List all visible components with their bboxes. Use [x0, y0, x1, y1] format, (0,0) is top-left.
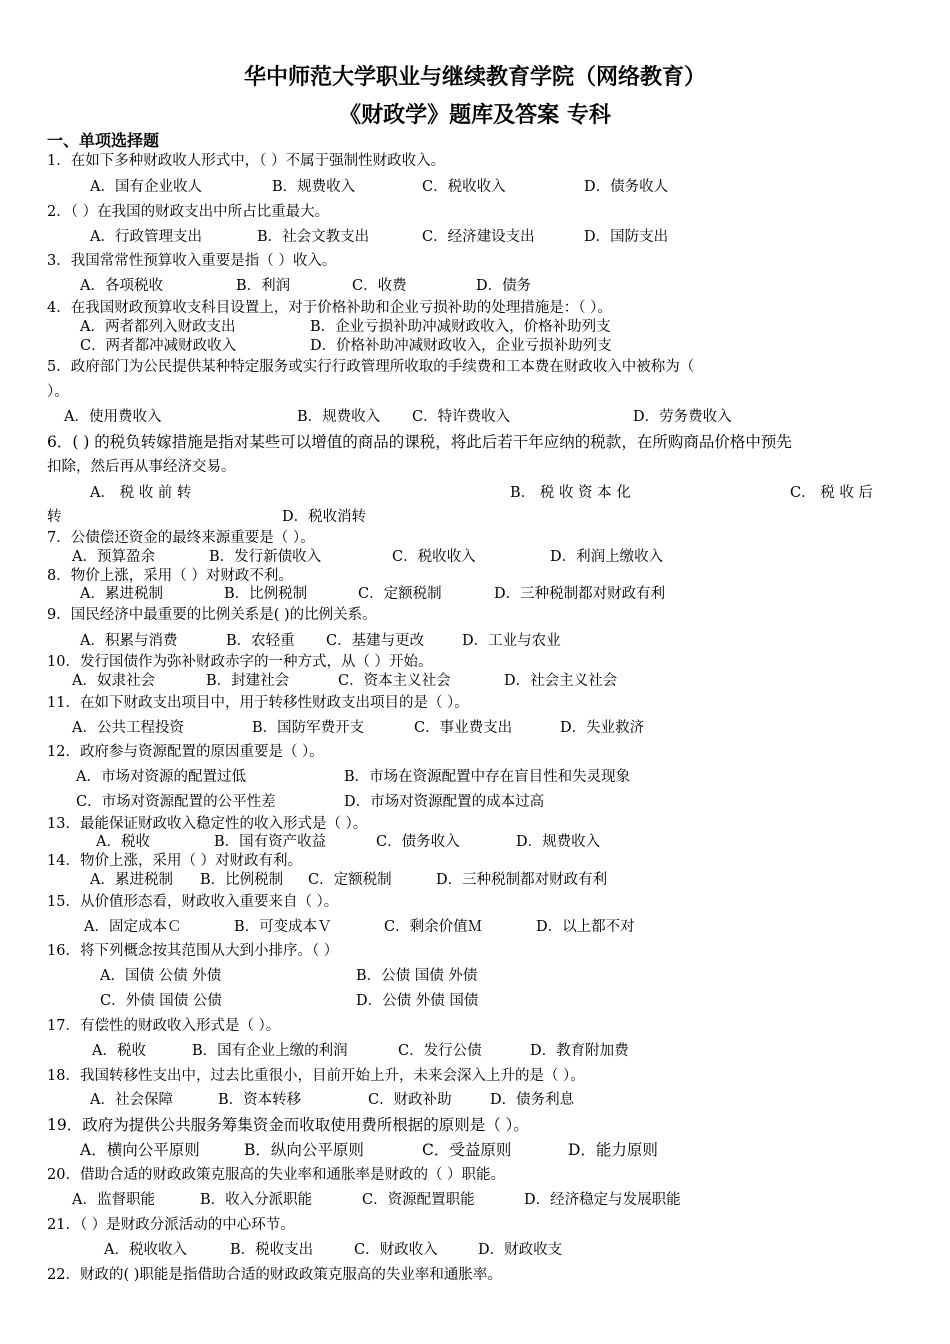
q13-option-c: C．债务收入 — [376, 834, 460, 850]
q2-option-a: A．行政管理支出 — [90, 229, 202, 245]
q1-option-a: A．国有企业收人 — [90, 179, 202, 195]
question-13: 13．最能保证财政收入稳定性的收入形式是（ ）。 — [47, 816, 368, 832]
q20-option-b: B．收入分派职能 — [200, 1192, 313, 1208]
question-2: 2．（ ）在我国的财政支出中所占比重最大。 — [47, 204, 330, 220]
q6-option-c-wrap: 转 — [47, 509, 62, 525]
q16-option-a: A．国债 公债 外债 — [100, 968, 222, 984]
q17-option-a: A．税收 — [92, 1043, 146, 1059]
q8-option-d: D．三种税制都对财政有利 — [494, 586, 666, 602]
q12-option-d: D．市场对资源配置的成本过高 — [344, 794, 545, 810]
q6-option-d: D．税收消转 — [282, 509, 367, 525]
q15-option-d: D．以上都不对 — [536, 919, 635, 935]
q11-option-d: D．失业救济 — [560, 720, 645, 736]
q9-option-a: A．积累与消费 — [80, 633, 178, 649]
question-9: 9．国民经济中最重要的比例关系是( )的比例关系。 — [47, 607, 377, 623]
question-19: 19．政府为提供公共服务筹集资金而收取使用费所根据的原则是（ ）。 — [47, 1116, 529, 1134]
question-8: 8．物价上涨，采用（ ）对财政不利。 — [47, 568, 293, 584]
q10-option-c: C．资本主义社会 — [338, 673, 451, 689]
q21-option-c: C．财政收入 — [354, 1242, 438, 1258]
question-6: 6．( ) 的税负转嫁措施是指对某些可以增值的商品的课税，将此后若干年应纳的税款，在所购商品价格中预先 — [47, 433, 792, 451]
q10-option-a: A．奴隶社会 — [72, 673, 155, 689]
question-4: 4．在我国财政预算收支科目设置上，对于价格补助和企业亏损补助的处理措施是：（ ）。 — [47, 300, 612, 316]
q3-option-c: C．收费 — [352, 278, 407, 294]
q7-option-d: D．利润上缴收入 — [550, 549, 664, 565]
q3-option-b: B．利润 — [236, 278, 291, 294]
q17-option-d: D．教育附加费 — [530, 1043, 629, 1059]
q19-option-d: D．能力原则 — [568, 1141, 658, 1159]
q5-option-b: B．规费收入 — [297, 409, 381, 425]
q19-option-b: B．纵向公平原则 — [244, 1141, 364, 1159]
q16-option-c: C．外债 国债 公债 — [100, 993, 222, 1009]
q8-option-c: C．定额税制 — [358, 586, 442, 602]
q16-option-b: B．公债 国债 外债 — [356, 968, 478, 984]
q3-option-a: A．各项税收 — [80, 278, 163, 294]
document-title-line2: 《财政学》题库及答案 专科 — [339, 103, 611, 128]
question-7: 7．公债偿还资金的最终来源重要是（ ）。 — [47, 530, 315, 546]
question-1: 1．在如下多种财政收人形式中，（ ）不属于强制性财政收入。 — [47, 153, 446, 169]
q20-option-c: C．资源配置职能 — [362, 1192, 475, 1208]
q3-option-d: D．债务 — [476, 278, 532, 294]
q9-option-c: C．基建与更改 — [326, 633, 425, 649]
q20-option-a: A．监督职能 — [72, 1192, 155, 1208]
q9-option-b: B．农轻重 — [226, 633, 295, 649]
q13-option-d: D．规费收入 — [516, 834, 601, 850]
q14-option-d: D．三种税制都对财政有利 — [436, 872, 608, 888]
q14-option-b: B．比例税制 — [200, 872, 284, 888]
question-15: 15．从价值形态看，财政收入重要来自（ ）。 — [47, 894, 339, 910]
q4-option-a: A．两者都列入财政支出 — [80, 319, 236, 335]
q11-option-a: A．公共工程投资 — [72, 720, 184, 736]
q18-option-b: B．资本转移 — [218, 1092, 302, 1108]
q10-option-d: D．社会主义社会 — [504, 673, 618, 689]
q18-option-c: C．财政补助 — [368, 1092, 452, 1108]
q9-option-d: D．工业与农业 — [462, 633, 561, 649]
q10-option-b: B．封建社会 — [206, 673, 290, 689]
question-17: 17．有偿性的财政收入形式是（ ）。 — [47, 1018, 281, 1034]
q4-option-c: C．两者都冲减财政收入 — [80, 338, 237, 354]
q15-option-a: A．固定成本Ｃ — [84, 919, 182, 935]
q21-option-a: A．税收收入 — [104, 1242, 187, 1258]
question-16: 16．将下列概念按其范围从大到小排序。（ ） — [47, 943, 339, 959]
q11-option-c: C．事业费支出 — [414, 720, 513, 736]
question-20: 20．借助合适的财政政策克服高的失业率和通胀率是财政的（ ）职能。 — [47, 1167, 506, 1183]
q11-option-b: B．国防军费开支 — [252, 720, 365, 736]
question-18: 18．我国转移性支出中，过去比重很小，目前开始上升，未来会深入上升的是（ ）。 — [47, 1068, 585, 1084]
question-21: 21．（ ）是财政分派活动的中心环节。 — [47, 1217, 295, 1233]
q5-option-d: D．劳务费收入 — [633, 409, 732, 425]
q5-option-a: A．使用费收入 — [64, 409, 162, 425]
q15-option-b: B．可变成本Ｖ — [234, 919, 332, 935]
q18-option-a: A．社会保障 — [90, 1092, 173, 1108]
q21-option-b: B．税收支出 — [230, 1242, 314, 1258]
question-12: 12．政府参与资源配置的原因重要是（ ）。 — [47, 744, 324, 760]
q4-option-d: D．价格补助冲减财政收入，企业亏损补助列支 — [310, 338, 612, 354]
q6-option-b: B． 税 收 资 本 化 — [510, 485, 631, 501]
q17-option-c: C．发行公债 — [398, 1043, 482, 1059]
q14-option-c: C．定额税制 — [308, 872, 392, 888]
q18-option-d: D．债务利息 — [490, 1092, 575, 1108]
question-6-continued: 扣除，然后再从事经济交易。 — [47, 459, 236, 475]
q13-option-b: B．国有资产收益 — [214, 834, 327, 850]
q8-option-b: B．比例税制 — [224, 586, 308, 602]
q12-option-b: B．市场在资源配置中存在盲目性和失灵现象 — [344, 769, 631, 785]
q1-option-b: B．规费收入 — [272, 179, 356, 195]
q6-option-a: A． 税 收 前 转 — [90, 485, 192, 501]
q21-option-d: D．财政收支 — [478, 1242, 563, 1258]
q15-option-c: C．剩余价值Ｍ — [384, 919, 483, 935]
question-10: 10．发行国债作为弥补财政赤字的一种方式，从（ ）开始。 — [47, 654, 433, 670]
question-22: 22．财政的( )职能是指借助合适的财政政策克服高的失业率和通胀率。 — [47, 1267, 502, 1283]
q2-option-c: C．经济建设支出 — [422, 229, 535, 245]
q14-option-a: A．累进税制 — [90, 872, 173, 888]
question-5: 5．政府部门为公民提供某种特定服务或实行行政管理所收取的手续费和工本费在财政收入中被称为（ — [47, 359, 695, 375]
section-title: 一、单项选择题 — [47, 131, 160, 150]
question-11: 11．在如下财政支出项目中，用于转移性财政支出项目的是（ ）。 — [47, 695, 469, 711]
q2-option-d: D．国防支出 — [584, 229, 669, 245]
q13-option-a: A．税收 — [96, 834, 150, 850]
question-14: 14．物价上涨，采用（ ）对财政有利。 — [47, 853, 303, 869]
q4-option-b: B．企业亏损补助冲减财政收入，价格补助列支 — [310, 319, 611, 335]
q17-option-b: B．国有企业上缴的利润 — [192, 1043, 348, 1059]
q7-option-c: C．税收收入 — [392, 549, 476, 565]
question-5-continued: ）。 — [47, 384, 69, 400]
q7-option-a: A．预算盈余 — [72, 549, 155, 565]
q1-option-c: C．税收收入 — [422, 179, 506, 195]
q19-option-a: A．横向公平原则 — [80, 1141, 200, 1159]
q6-option-c: C． 税 收 后 — [790, 485, 873, 501]
q16-option-d: D．公债 外债 国债 — [356, 993, 479, 1009]
q19-option-c: C．受益原则 — [422, 1141, 512, 1159]
q12-option-a: A．市场对资源的配置过低 — [76, 769, 246, 785]
q12-option-c: C．市场对资源配置的公平性差 — [76, 794, 276, 810]
q1-option-d: D．债务收人 — [584, 179, 669, 195]
question-3: 3．我国常常性预算收入重要是指（ ）收入。 — [47, 253, 337, 269]
q20-option-d: D．经济稳定与发展职能 — [524, 1192, 681, 1208]
q2-option-b: B．社会文教支出 — [257, 229, 370, 245]
q5-option-c: C．特许费收入 — [412, 409, 511, 425]
q8-option-a: A．累进税制 — [80, 586, 163, 602]
document-title-line1: 华中师范大学职业与继续教育学院（网络教育） — [243, 65, 706, 90]
q7-option-b: B．发行新债收入 — [209, 549, 322, 565]
